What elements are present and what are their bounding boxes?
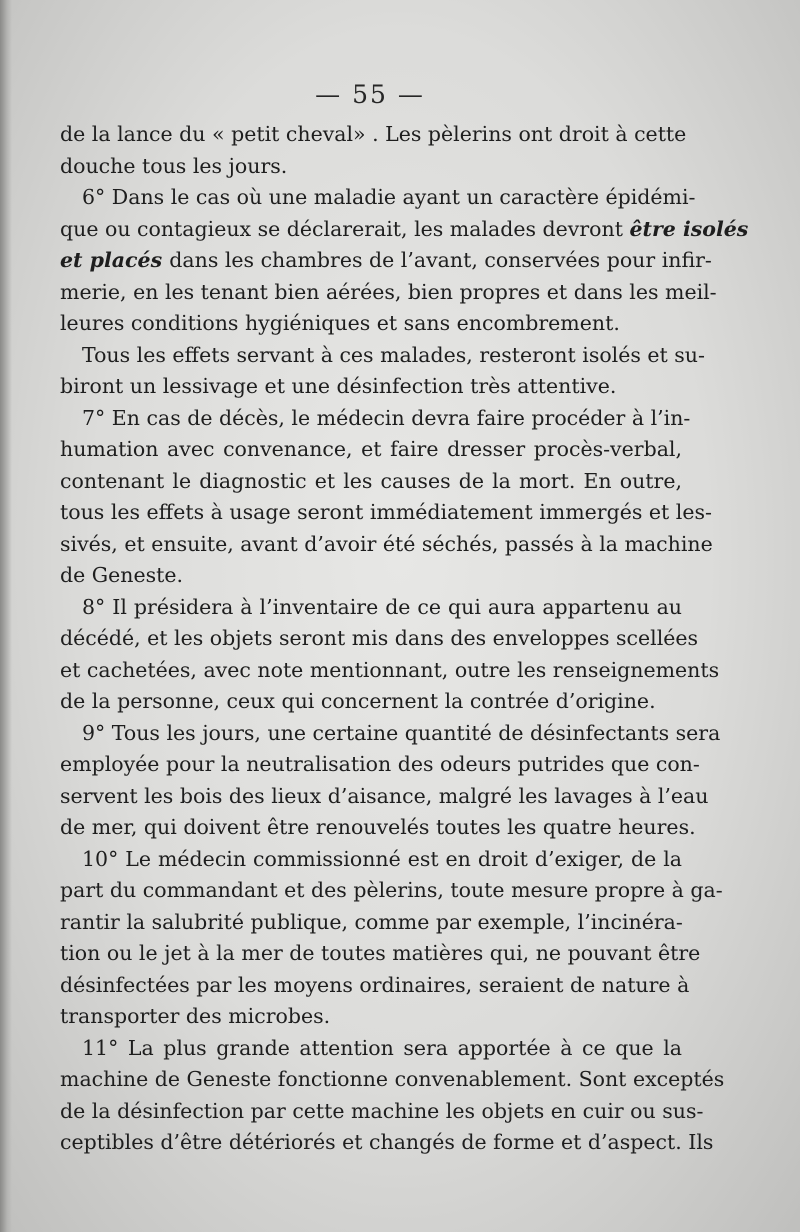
text-line	[60, 497, 712, 529]
text-line	[60, 1127, 714, 1159]
line-text: humation avec convenance, et faire dresser procès-verbal,	[60, 437, 682, 461]
text-line	[60, 907, 682, 939]
text-line	[60, 686, 682, 718]
text-line	[60, 938, 701, 970]
text-line	[60, 245, 712, 277]
text-line	[60, 655, 720, 687]
line-text: merie, en les tenant bien aérées, bien propres et dans les meil-	[60, 279, 717, 304]
text-line	[60, 403, 691, 435]
body-text	[60, 119, 749, 1159]
text-line	[60, 466, 682, 498]
text-line	[60, 560, 682, 592]
line-text: de la personne, ceux qui concernent la contrée d’origine.	[60, 689, 656, 713]
emphasized-text: être isolés	[629, 216, 749, 241]
line-text: 8° Il présidera à l’inventaire de ce qui aura appartenu au	[82, 594, 682, 619]
text-line	[60, 1001, 682, 1033]
line-text: et cachetées, avec note mentionnant, outre les renseignements	[60, 657, 720, 682]
text-line	[60, 434, 682, 466]
text-line	[60, 1064, 725, 1096]
line-text: 6° Dans le cas où une maladie ayant un caractère épidémi-	[82, 185, 696, 209]
line-text: de la lance du « petit cheval» . Les pèlerins ont droit à cette	[60, 122, 687, 146]
line-text: décédé, et les objets seront mis dans des enveloppes scellées	[60, 626, 699, 650]
line-text: de Geneste.	[60, 563, 184, 587]
text-line	[60, 592, 682, 624]
text-line	[60, 844, 682, 876]
line-text: ceptibles d’être détériorés et changés de forme et d’aspect. Ils	[60, 1130, 714, 1154]
line-text: 9° Tous les jours, une certaine quantité de désinfectants sera	[82, 720, 721, 745]
line-text: que ou contagieux se déclarerait, les malades devront	[60, 216, 630, 241]
page-number: — 55 —	[315, 80, 425, 109]
line-text: dans les chambres de l’avant, conservées pour infir-	[169, 248, 712, 272]
text-line	[60, 119, 687, 151]
text-line	[60, 1096, 704, 1128]
text-line	[60, 529, 713, 561]
text-line	[60, 623, 699, 655]
line-text: tous les effets à usage seront immédiatement immergés et les-	[60, 500, 712, 524]
line-text: biront un lessivage et une désinfection très attentive.	[60, 374, 617, 398]
line-text: rantir la salubrité publique, comme par exemple, l’incinéra-	[60, 909, 683, 934]
line-text: de mer, qui doivent être renouvelés toutes les quatre heures.	[60, 815, 696, 839]
line-text: part du commandant et des pèlerins, toute mesure propre à ga-	[60, 878, 723, 902]
text-line	[60, 812, 696, 844]
text-line	[60, 182, 696, 214]
line-text: employée pour la neutralisation des odeurs putrides que con-	[60, 752, 700, 776]
line-text: 11° La plus grande attention sera apportée à ce que la	[82, 1035, 682, 1060]
line-text: 7° En cas de décès, le médecin devra faire procéder à l’in-	[82, 405, 691, 430]
line-text: désinfectées par les moyens ordinaires, seraient de nature à	[60, 972, 690, 997]
line-text: Tous les effets servant à ces malades, resteront isolés et su-	[82, 342, 705, 367]
text-line	[60, 781, 709, 813]
line-text: servent les bois des lieux d’aisance, malgré les lavages à l’eau	[60, 783, 709, 808]
line-text: contenant le diagnostic et les causes de la mort. En outre,	[60, 468, 682, 493]
text-line	[60, 371, 682, 403]
line-text: tion ou le jet à la mer de toutes matières qui, ne pouvant être	[60, 941, 701, 965]
text-line	[60, 1033, 682, 1065]
emphasized-text: et placés	[60, 248, 170, 272]
line-text: 10° Le médecin commissionné est en droit d’exiger, de la	[82, 846, 682, 871]
line-text: machine de Geneste fonctionne convenablement. Sont exceptés	[60, 1067, 725, 1091]
text-line	[60, 875, 723, 907]
line-text: transporter des microbes.	[60, 1004, 331, 1028]
page-binding-edge	[0, 0, 12, 1232]
text-line	[60, 749, 700, 781]
text-line	[60, 308, 682, 340]
line-text: leures conditions hygiéniques et sans encombrement.	[60, 311, 620, 335]
text-line	[60, 340, 705, 372]
text-line	[60, 718, 721, 750]
line-text: sivés, et ensuite, avant d’avoir été séchés, passés à la machine	[60, 531, 713, 556]
text-line	[60, 277, 717, 309]
text-line	[60, 970, 690, 1002]
text-line	[60, 214, 749, 246]
line-text: de la désinfection par cette machine les objets en cuir ou sus-	[60, 1098, 704, 1123]
text-line	[60, 151, 682, 183]
line-text: douche tous les jours.	[60, 153, 288, 178]
